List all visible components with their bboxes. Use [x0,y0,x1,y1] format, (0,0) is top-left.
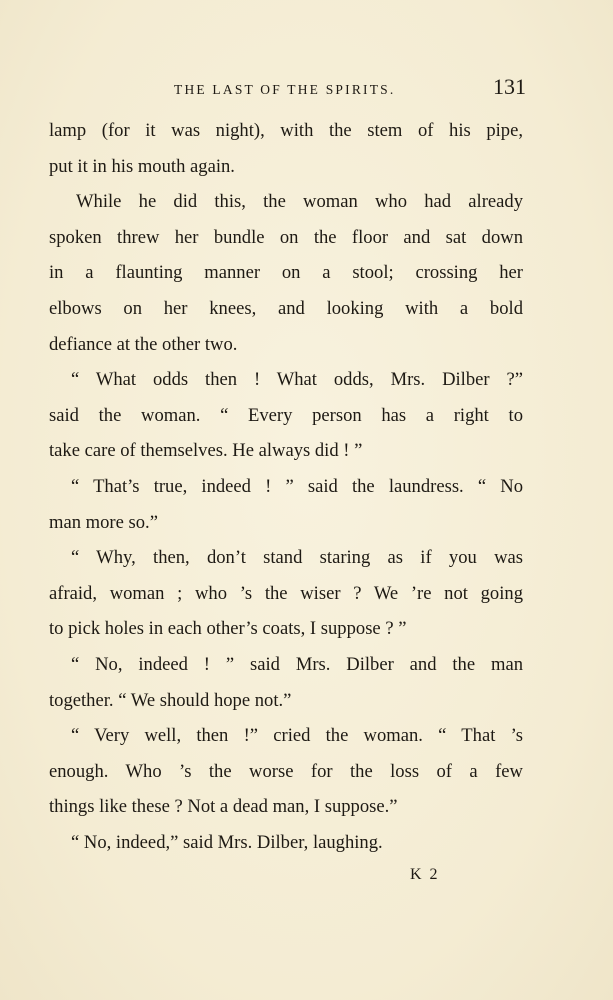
text-line: defiance at the other two. [49,333,238,355]
text-line: “ Why, then, don’t stand staring as if you was [71,547,523,569]
text-line: “ No, indeed,” said Mrs. Dilber, laughing. [71,831,383,853]
text-line: While he did this, the woman who had already [76,191,523,213]
body-text [49,113,523,860]
text-line: afraid, woman ; who ’s the wiser ? We ’re not going [49,582,523,604]
text-line: put it in his mouth again. [49,155,235,177]
text-line: spoken threw her bundle on the floor and sat down [49,226,523,248]
text-line: “ No, indeed ! ” said Mrs. Dilber and the man [71,653,523,675]
text-line: “ What odds then ! What odds, Mrs. Dilber ?” [71,369,523,391]
text-line: said the woman. “ Every person has a right to [49,404,523,426]
signature-mark: K 2 [410,866,440,883]
text-line: enough. Who ’s the worse for the loss of a few [49,760,523,782]
text-line: in a flaunting manner on a stool; crossing her [49,262,523,284]
text-line: man more so.” [49,511,158,533]
text-line: together. “ We should hope not.” [49,689,292,711]
page-number: 131 [493,74,526,99]
text-line: elbows on her knees, and looking with a bold [49,297,523,319]
text-line: to pick holes in each other’s coats, I suppose ? ” [49,618,407,640]
running-title: THE LAST OF THE SPIRITS. [174,82,396,97]
text-line: things like these ? Not a dead man, I suppose.” [49,796,398,818]
text-line: take care of themselves. He always did ! ” [49,440,363,462]
text-line: “ That’s true, indeed ! ” said the laundress. “ No [71,475,523,497]
text-line: “ Very well, then !” cried the woman. “ That ’s [71,725,523,747]
text-line: lamp (for it was night), with the stem of his pipe, [49,120,523,141]
running-head [48,74,526,104]
